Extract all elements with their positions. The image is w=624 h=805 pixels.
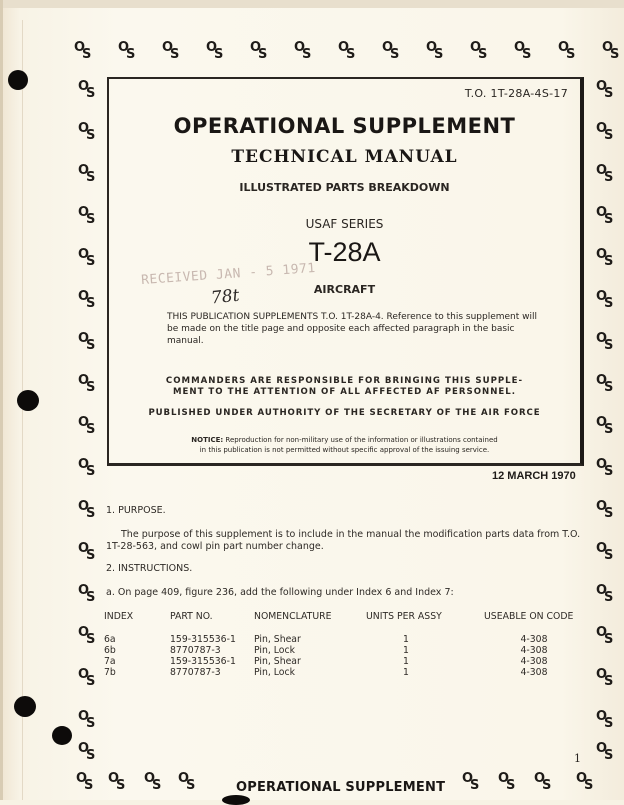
os-mark-o: O [78,741,90,756]
notice-line-1: Reproduction for non-military use of the information or illustrations contained [225,436,498,444]
notice-line-2: in this publication is not permitted without specific approval of the issuing service. [199,445,490,454]
cell-index: 7a [104,656,116,667]
os-mark-s: S [604,338,614,353]
os-mark-s: S [86,716,96,731]
os-mark [602,41,624,63]
os-mark-s: S [604,716,614,731]
os-mark-s: S [506,778,516,793]
reproduction-notice [109,436,580,455]
series-label: USAF SERIES [305,217,384,231]
os-mark-s: S [390,47,400,62]
supplements-paragraph: THIS PUBLICATION SUPPLEMENTS T.O. 1T-28A-4. Reference to this supplement will be made on the title page and opposite each affected paragraph in the basic manual. [167,312,537,346]
os-mark-o: O [596,331,608,346]
aircraft-label: AIRCRAFT [313,283,376,296]
os-mark [78,122,100,144]
header-index: INDEX [104,611,134,622]
main-title: OPERATIONAL SUPPLEMENT [173,114,516,138]
os-mark-o: O [78,625,90,640]
os-mark-s: S [86,170,96,185]
os-mark [118,41,140,63]
os-mark-s: S [86,674,96,689]
os-mark [596,122,618,144]
os-mark-o: O [78,373,90,388]
page-left-edge [0,0,3,800]
os-mark-s: S [604,464,614,479]
os-mark [596,542,618,564]
os-mark-o: O [144,771,156,786]
purpose-text-line-2: 1T-28-563, and cowl pin part number change. [106,541,324,552]
os-mark [78,332,100,354]
os-mark-s: S [214,47,224,62]
os-mark-o: O [596,625,608,640]
cell-nomenclature: Pin, Shear [254,656,301,667]
commanders-line-2: MENT TO THE ATTENTION OF ALL AFFECTED AF PERSONNEL. [172,387,517,397]
cell-nomenclature: Pin, Lock [254,667,295,678]
cell-units: 1 [403,667,409,678]
os-mark [78,374,100,396]
os-mark [108,772,130,794]
os-mark-s: S [126,47,136,62]
os-mark-o: O [534,771,546,786]
os-mark [462,772,484,794]
cell-units: 1 [403,634,409,645]
os-mark-s: S [470,778,480,793]
illustrated-parts-breakdown-title: ILLUSTRATED PARTS BREAKDOWN [239,181,450,194]
os-mark-o: O [596,709,608,724]
notice-label: NOTICE: [191,436,224,444]
os-mark-s: S [86,380,96,395]
os-mark-o: O [78,205,90,220]
os-mark-o: O [108,771,120,786]
os-mark [596,710,618,732]
os-mark-s: S [86,254,96,269]
os-mark-o: O [382,40,394,55]
os-mark-o: O [596,205,608,220]
os-mark-o: O [78,415,90,430]
os-mark [78,710,100,732]
os-mark-s: S [584,778,594,793]
os-mark [144,772,166,794]
os-mark [596,458,618,480]
os-mark-s: S [604,748,614,763]
cell-units: 1 [403,656,409,667]
os-mark [382,41,404,63]
os-mark-o: O [596,373,608,388]
purpose-heading: 1. PURPOSE. [106,505,166,516]
os-mark-s: S [84,778,94,793]
os-mark-o: O [78,583,90,598]
os-mark-s: S [86,590,96,605]
os-mark-s: S [86,748,96,763]
os-mark [596,332,618,354]
os-mark-o: O [596,499,608,514]
os-mark [76,772,98,794]
os-mark-o: O [162,40,174,55]
os-mark-s: S [604,548,614,563]
os-mark [338,41,360,63]
os-mark-o: O [498,771,510,786]
os-mark [250,41,272,63]
os-mark [596,668,618,690]
os-mark-o: O [596,415,608,430]
os-mark [78,542,100,564]
os-mark-s: S [604,86,614,101]
os-mark-o: O [596,457,608,472]
os-mark [534,772,556,794]
os-mark-o: O [178,771,190,786]
os-mark-o: O [78,163,90,178]
os-mark [78,458,100,480]
os-mark [426,41,448,63]
os-mark-s: S [170,47,180,62]
cell-units: 1 [403,645,409,656]
os-mark-s: S [346,47,356,62]
cell-code: 4-308 [520,656,548,667]
os-mark [78,80,100,102]
os-mark-o: O [596,667,608,682]
os-mark-o: O [78,457,90,472]
os-mark [78,248,100,270]
os-mark-s: S [522,47,532,62]
os-mark-o: O [462,771,474,786]
os-mark-o: O [78,331,90,346]
table-header-row [104,611,584,623]
publication-date: 12 MARCH 1970 [492,470,576,482]
os-mark-o: O [596,541,608,556]
cell-code: 4-308 [520,667,548,678]
os-mark-o: O [426,40,438,55]
cell-part-no: 159-315536-1 [170,656,236,667]
os-mark-o: O [596,247,608,262]
os-mark-s: S [86,296,96,311]
os-mark [78,500,100,522]
os-mark-s: S [86,632,96,647]
os-mark-o: O [596,289,608,304]
os-mark-s: S [82,47,92,62]
os-mark-o: O [76,771,88,786]
technical-order-number: T.O. 1T-28A-4S-17 [464,87,568,100]
os-mark [78,416,100,438]
os-mark-s: S [86,128,96,143]
cell-code: 4-308 [520,645,548,656]
cell-part-no: 159-315536-1 [170,634,236,645]
os-mark-s: S [152,778,162,793]
os-mark-s: S [86,212,96,227]
handwritten-initials: 78t [210,285,241,309]
os-mark-s: S [86,422,96,437]
purpose-text-line-1: The purpose of this supplement is to include in the manual the modification parts data from T.O. [121,529,581,540]
cell-nomenclature: Pin, Lock [254,645,295,656]
os-mark [498,772,520,794]
os-mark-s: S [258,47,268,62]
os-mark [596,742,618,764]
os-mark-s: S [86,338,96,353]
cell-part-no: 8770787-3 [170,645,221,656]
os-mark-o: O [596,163,608,178]
os-mark-s: S [86,86,96,101]
os-mark-s: S [478,47,488,62]
os-mark-s: S [604,380,614,395]
os-mark-s: S [116,778,126,793]
table-row [104,667,584,679]
os-mark [470,41,492,63]
header-part-no: PART NO. [170,611,213,622]
os-mark [78,290,100,312]
os-mark [178,772,200,794]
punch-hole [8,70,28,90]
header-units-per-assy: UNITS PER ASSY [366,611,442,622]
os-mark-s: S [566,47,576,62]
os-mark-s: S [604,422,614,437]
punch-hole [222,795,250,805]
header-useable-on-code: USEABLE ON CODE [484,611,574,622]
commanders-line-1: COMMANDERS ARE RESPONSIBLE FOR BRINGING THIS SUPPLE- [165,376,524,386]
aircraft-model: T-28A [308,237,381,267]
technical-manual-title: TECHNICAL MANUAL [231,147,458,167]
footer-title: OPERATIONAL SUPPLEMENT [236,780,446,795]
cell-code: 4-308 [520,634,548,645]
cell-index: 6a [104,634,116,645]
os-mark-s: S [434,47,444,62]
os-mark [596,290,618,312]
os-mark-o: O [206,40,218,55]
os-mark-s: S [86,464,96,479]
cell-part-no: 8770787-3 [170,667,221,678]
os-mark-o: O [74,40,86,55]
os-mark [558,41,580,63]
punch-hole [14,696,36,717]
os-mark [162,41,184,63]
os-mark-o: O [78,289,90,304]
os-mark-o: O [596,583,608,598]
page-number: 1 [574,752,581,765]
punch-hole [52,726,72,745]
os-mark-s: S [542,778,552,793]
os-mark [596,416,618,438]
os-mark-o: O [558,40,570,55]
os-mark-s: S [86,548,96,563]
received-stamp: RECEIVED JAN - 5 1971 [140,260,317,289]
os-mark [596,248,618,270]
os-mark-o: O [78,121,90,136]
punch-hole [17,390,39,411]
os-mark-o: O [250,40,262,55]
os-mark-s: S [604,674,614,689]
os-mark-o: O [78,247,90,262]
os-mark [78,164,100,186]
os-mark [78,584,100,606]
os-mark-s: S [302,47,312,62]
os-mark [78,626,100,648]
os-mark [596,500,618,522]
os-mark-s: S [604,506,614,521]
page-top-edge [0,0,624,8]
os-mark [596,80,618,102]
os-mark-o: O [78,709,90,724]
os-mark [78,206,100,228]
os-mark-s: S [604,296,614,311]
os-mark-s: S [86,506,96,521]
os-mark-o: O [602,40,614,55]
os-mark-o: O [576,771,588,786]
published-authority: PUBLISHED UNDER AUTHORITY OF THE SECRETARY OF THE AIR FORCE [148,408,541,418]
os-mark-s: S [186,778,196,793]
os-mark-s: S [604,590,614,605]
os-mark-s: S [610,47,620,62]
os-mark-o: O [514,40,526,55]
os-mark [206,41,228,63]
os-mark [78,742,100,764]
os-mark [74,41,96,63]
os-mark [576,772,598,794]
os-mark-o: O [596,79,608,94]
os-mark-o: O [596,121,608,136]
os-mark-o: O [596,741,608,756]
os-mark-o: O [294,40,306,55]
os-mark [294,41,316,63]
cell-index: 7b [104,667,116,678]
os-mark-s: S [604,170,614,185]
os-mark-o: O [118,40,130,55]
os-mark [596,164,618,186]
instructions-heading: 2. INSTRUCTIONS. [106,563,193,574]
os-mark [596,374,618,396]
os-mark [596,584,618,606]
header-nomenclature: NOMENCLATURE [254,611,332,622]
os-mark [596,206,618,228]
os-mark [596,626,618,648]
cell-nomenclature: Pin, Shear [254,634,301,645]
os-mark-s: S [604,254,614,269]
os-mark-o: O [470,40,482,55]
os-mark-o: O [78,79,90,94]
instruction-a: a. On page 409, figure 236, add the following under Index 6 and Index 7: [106,587,454,598]
os-mark-s: S [604,632,614,647]
commanders-notice [109,376,580,398]
title-block [107,77,584,466]
os-mark-o: O [338,40,350,55]
os-mark-o: O [78,667,90,682]
cell-index: 6b [104,645,116,656]
os-mark [514,41,536,63]
os-mark-o: O [78,541,90,556]
os-mark-s: S [604,212,614,227]
os-mark-s: S [604,128,614,143]
os-mark-o: O [78,499,90,514]
os-mark [78,668,100,690]
